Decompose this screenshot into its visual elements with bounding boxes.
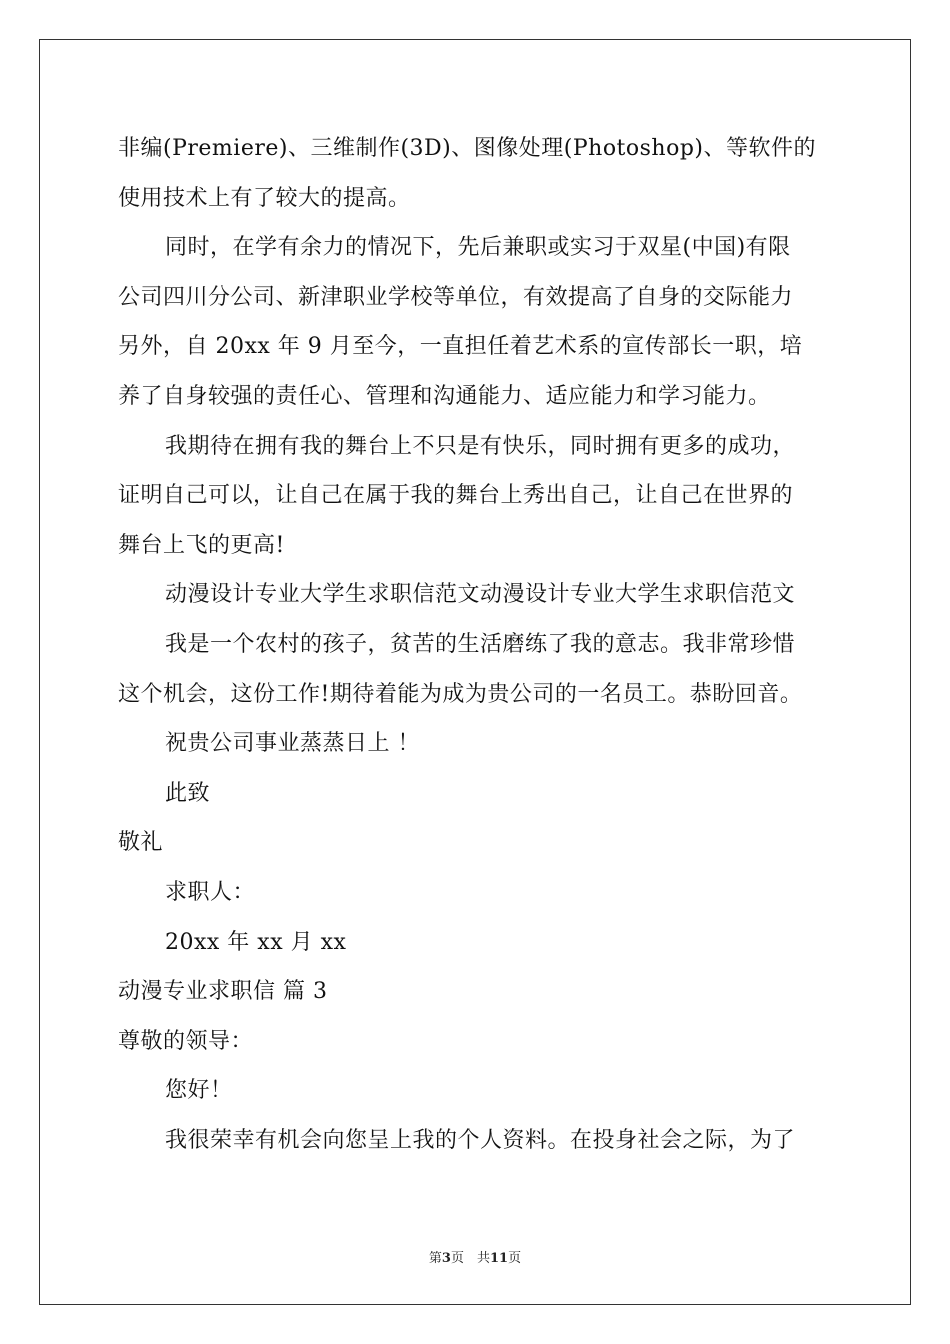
text-line: 公司四川分公司、新津职业学校等单位，有效提高了自身的交际能力 bbox=[118, 284, 794, 310]
text-line: 我期待在拥有我的舞台上不只是有快乐，同时拥有更多的成功， bbox=[165, 433, 796, 459]
text-line: 舞台上飞的更高! bbox=[118, 532, 285, 558]
text-line: 证明自己可以，让自己在属于我的舞台上秀出自己，让自己在世界的 bbox=[118, 483, 794, 509]
text-line: 动漫设计专业大学生求职信范文动漫设计专业大学生求职信范文 bbox=[165, 582, 796, 608]
footer-suffix: 页 bbox=[508, 1251, 522, 1266]
text-line: 同时，在学有余力的情况下，先后兼职或实习于双星(中国)有限 bbox=[165, 235, 791, 261]
text-line: 敬礼 bbox=[118, 830, 164, 856]
section-heading: 动漫专业求职信 篇 3 bbox=[118, 979, 328, 1005]
page-footer bbox=[0, 1247, 950, 1266]
text-line: 尊敬的领导： bbox=[118, 1028, 254, 1054]
footer-middle: 页 共 bbox=[450, 1251, 490, 1266]
text-line: 我是一个农村的孩子，贫苦的生活磨练了我的意志。我非常珍惜 bbox=[165, 631, 796, 657]
text-line: 祝贵公司事业蒸蒸日上 ！ bbox=[165, 731, 420, 757]
text-line: 20xx 年 xx 月 xx bbox=[165, 929, 347, 955]
text-line: 非编(Premiere)、三维制作(3D)、图像处理(Photoshop)、等软件的 bbox=[118, 136, 817, 161]
text-line: 此致 bbox=[165, 780, 211, 806]
text-line: 使用技术上有了较大的提高。 bbox=[118, 185, 411, 211]
text-line: 养了自身较强的责任心、管理和沟通能力、适应能力和学习能力。 bbox=[118, 383, 771, 409]
text-line: 求职人： bbox=[165, 879, 256, 905]
footer-prefix: 第 bbox=[428, 1251, 442, 1266]
text-line: 我很荣幸有机会向您呈上我的个人资料。在投身社会之际，为了 bbox=[165, 1127, 796, 1153]
text-line: 这个机会，这份工作!期待着能为成为贵公司的一名员工。恭盼回音。 bbox=[118, 681, 803, 707]
document-body bbox=[118, 124, 838, 1165]
current-page-number: 3 bbox=[441, 1251, 451, 1266]
total-page-count: 11 bbox=[489, 1251, 509, 1266]
text-line: 另外，自 20xx 年 9 月至今，一直担任着艺术系的宣传部长一职，培 bbox=[118, 334, 803, 360]
text-line: 您好！ bbox=[165, 1078, 233, 1104]
